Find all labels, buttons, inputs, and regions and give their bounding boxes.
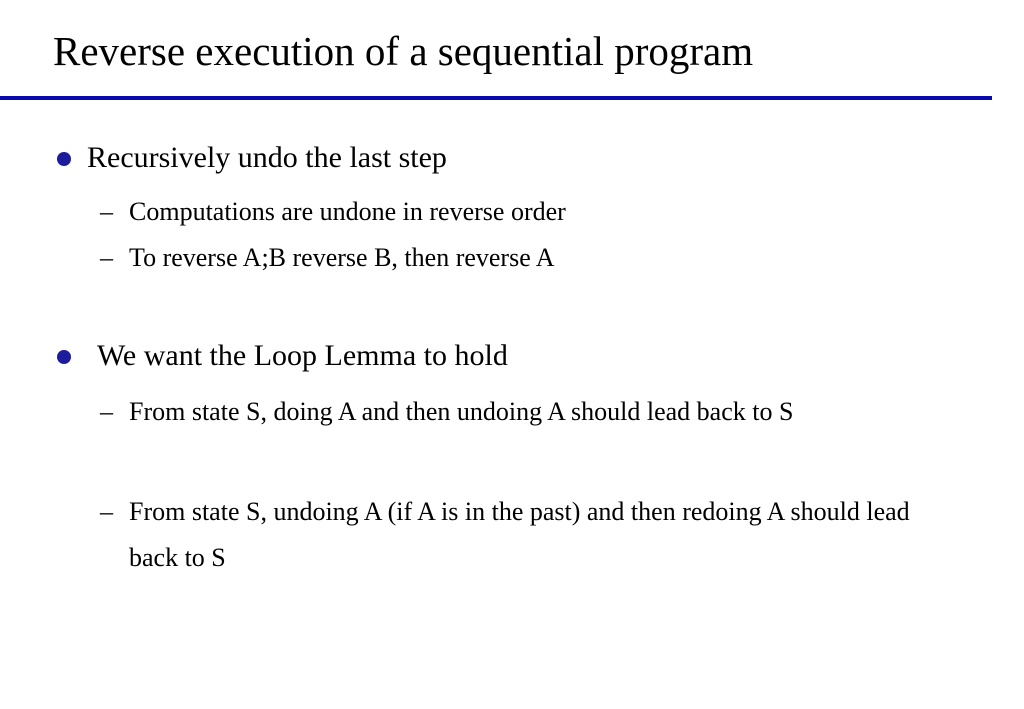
bullet-1-subitem-2: To reverse A;B reverse B, then reverse A <box>129 243 555 272</box>
bullet-1-text: Recursively undo the last step <box>87 141 447 174</box>
slide-title: Reverse execution of a sequential program <box>53 28 754 74</box>
bullet-2-text: We want the Loop Lemma to hold <box>97 339 508 372</box>
bullet-2-subitem-2: From state S, undoing A (if A is in the past) and then redoing A should lead back to S <box>129 497 910 572</box>
sub-bullet-dash-icon: – <box>100 397 113 426</box>
sub-bullet-dash-icon: – <box>100 497 113 526</box>
bullet-1-subitem-1: Computations are undone in reverse order <box>129 197 566 226</box>
bullet-2-subitem-1: From state S, doing A and then undoing A should lead back to S <box>129 397 794 426</box>
bullet-dot-icon <box>57 350 71 364</box>
sub-bullet-dash-icon: – <box>100 197 113 226</box>
sub-bullet-dash-icon: – <box>100 243 113 272</box>
bullet-dot-icon <box>57 152 71 166</box>
title-divider <box>0 96 992 100</box>
